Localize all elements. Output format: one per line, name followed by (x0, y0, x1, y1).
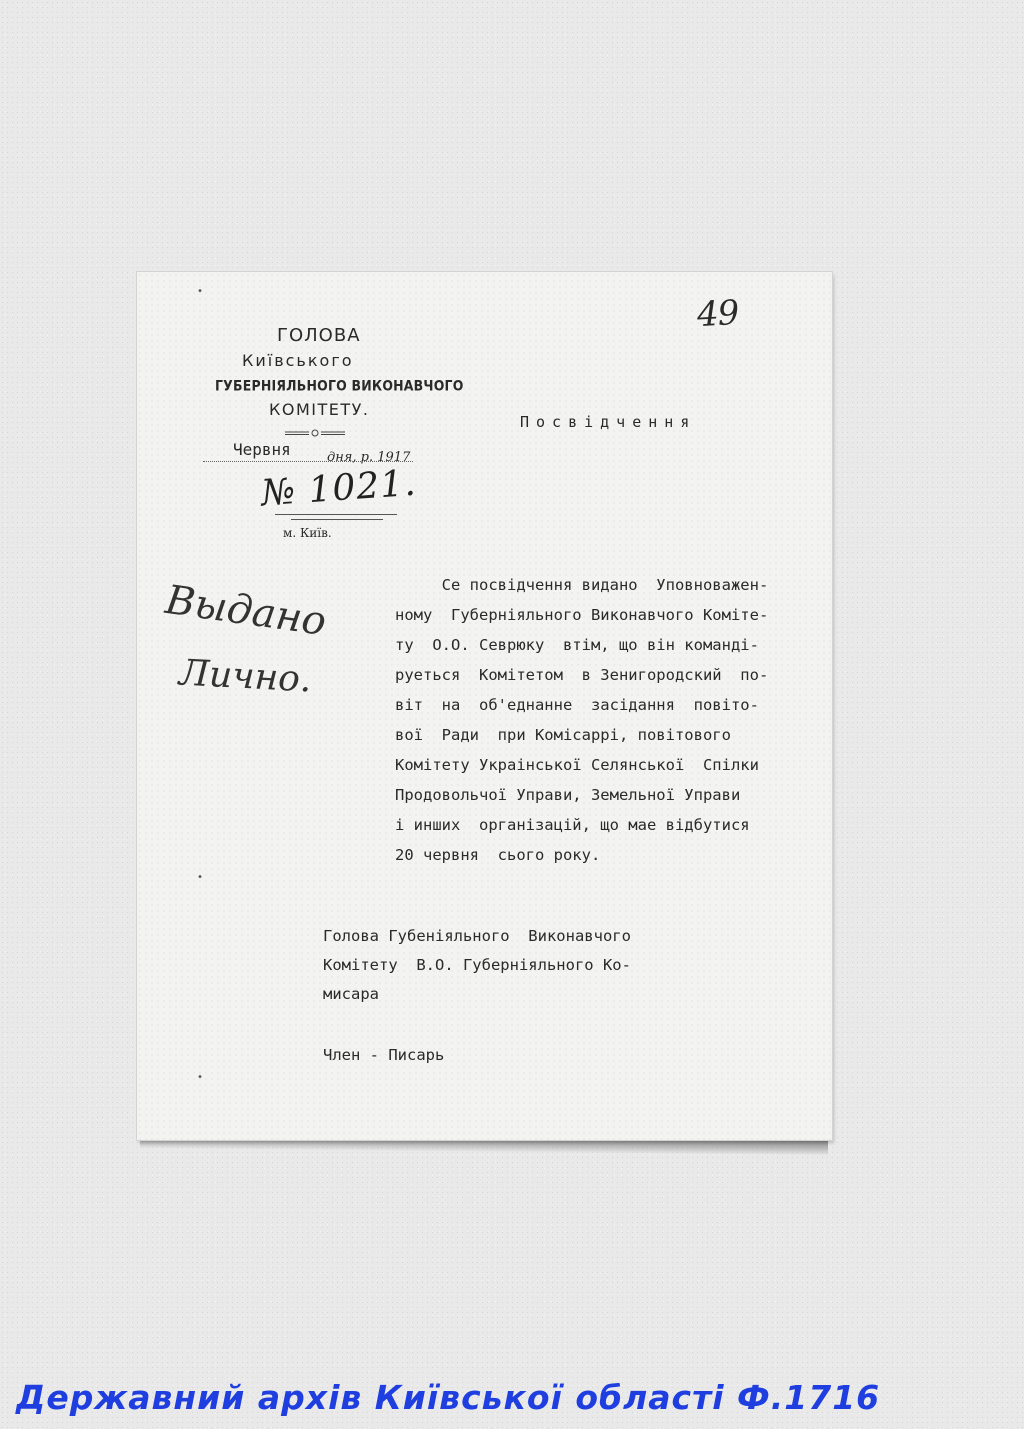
letterhead-ornament (285, 428, 345, 438)
registration-underline (275, 514, 397, 515)
body-line: 20 червня сього року. (395, 846, 601, 864)
date-dotted-line (203, 461, 413, 462)
archive-caption: Державний архів Київської області Ф.1716 (16, 1378, 881, 1417)
registration-number: № 1021. (259, 462, 418, 515)
archive-page-number: 49 (695, 292, 740, 336)
body-line: і инших організацій, що мае відбутися (395, 816, 750, 834)
body-line: Комітету Украінської Селянської Спілки (395, 756, 759, 774)
city-label: м. Київ. (283, 526, 332, 540)
signature-line: Комітету В.О. Губерніяльного Ко- (323, 956, 631, 974)
body-line: ному Губерніяльного Виконавчого Коміте- (395, 606, 769, 624)
handwritten-note-line-1: Выдано (162, 576, 330, 646)
document-title: Посвідчення (520, 413, 697, 431)
letterhead-line-2: Київського (242, 351, 354, 370)
registration-underline-2 (291, 519, 383, 520)
binding-mark: • (197, 286, 204, 297)
body-paragraph (395, 570, 835, 870)
handwritten-note-line-2: Лично. (178, 652, 313, 701)
signature-block (323, 922, 631, 1009)
document-sheet (137, 272, 832, 1140)
body-line: віт на об'еднанне засідання повіто- (395, 696, 759, 714)
letterhead-line-4: КОМІТЕТУ. (269, 400, 370, 419)
date-month: Червня (233, 440, 291, 459)
signature-line: Голова Губеніяльного Виконавчого (323, 927, 631, 945)
body-line: Продовольчої Управи, Земельної Управи (395, 786, 741, 804)
binding-mark: • (197, 1072, 204, 1083)
letterhead-line-1: ГОЛОВА (277, 325, 361, 346)
body-line: Се посвідчення видано Уповноважен- (395, 576, 769, 594)
body-line: вої Ради при Комісаррі, повітового (395, 726, 731, 744)
body-line: ту О.О. Севрюку втім, що він команді- (395, 636, 759, 654)
signature-line: мисара (323, 985, 379, 1003)
binding-mark: • (197, 872, 204, 883)
body-line: руеться Комітетом в Зенигородский по- (395, 666, 769, 684)
letterhead-line-3: ГУБЕРНІЯЛЬНОГО ВИКОНАВЧОГО (215, 376, 464, 395)
member-secretary-label: Член - Писарь (323, 1046, 445, 1064)
date-year-label: дня, р. 1917 (327, 450, 411, 465)
